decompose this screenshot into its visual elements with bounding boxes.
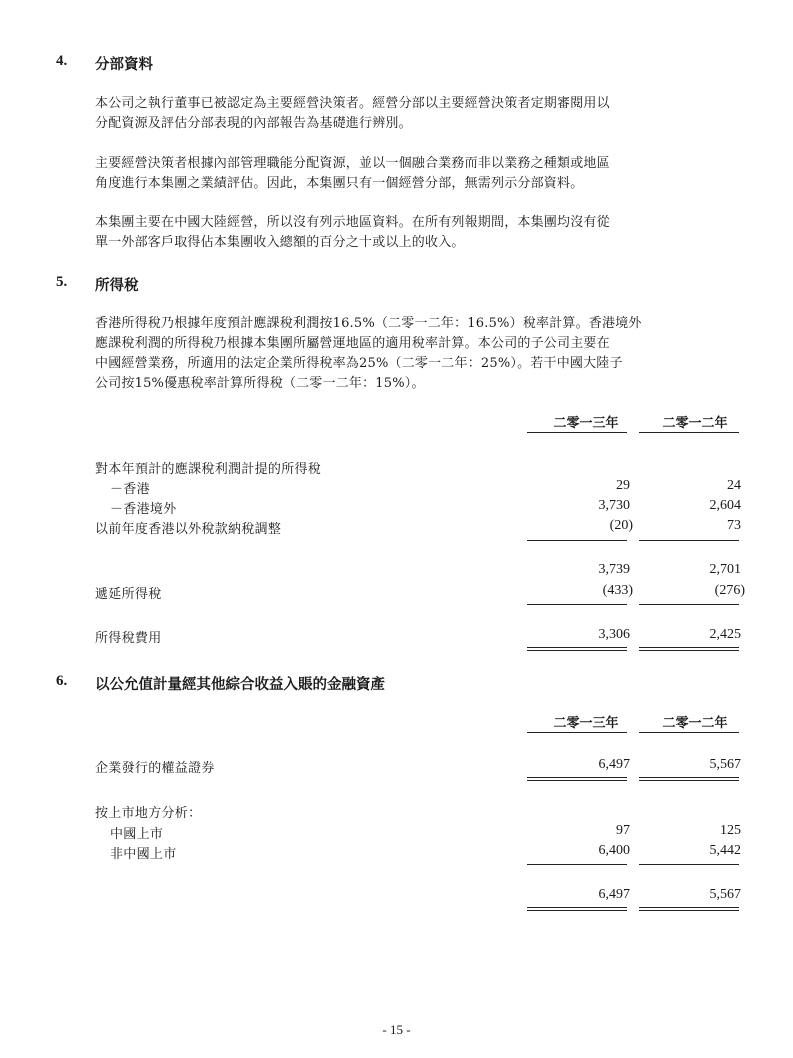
value-tax-expense-2012: 2,425 bbox=[709, 627, 741, 642]
text-line: 本公司之執行董事已被認定為主要經營決策者。經營分部以主要經營決策者定期審閱用以 bbox=[95, 96, 610, 111]
value-tax-expense-2013: 3,306 bbox=[598, 627, 630, 642]
section-4-number: 4. bbox=[56, 53, 68, 69]
row-label-current-tax: 對本年預計的應課稅利潤計提的所得稅 bbox=[95, 462, 322, 477]
row-label-prior-year-adjustment: 以前年度香港以外稅款納稅調整 bbox=[95, 522, 282, 537]
double-underline bbox=[639, 777, 739, 781]
section-5-number: 5. bbox=[56, 274, 68, 290]
value-outside-2013: 3,730 bbox=[598, 498, 630, 513]
header-underline bbox=[639, 432, 739, 433]
text-line: 中國經營業務，所適用的法定企業所得稅率為25%（二零一二年：25%）。若干中國大陸子 bbox=[95, 356, 623, 371]
section-4-paragraph-2 bbox=[95, 154, 745, 194]
row-label-income-tax-expense: 所得稅費用 bbox=[95, 631, 162, 646]
row-label-equity-securities: 企業發行的權益證券 bbox=[95, 761, 215, 776]
double-underline bbox=[639, 647, 739, 651]
value-nonchina-2012: 5,442 bbox=[709, 843, 741, 858]
row-label-deferred-tax: 遞延所得稅 bbox=[95, 587, 162, 602]
total-rule bbox=[527, 604, 627, 605]
value-equity-2012: 5,567 bbox=[709, 757, 741, 772]
value-adjustment-2012: 73 bbox=[727, 518, 741, 533]
text-line: 應課稅利潤的所得稅乃根據本集團所屬營運地區的適用稅率計算。本公司的子公司主要在 bbox=[95, 336, 610, 351]
section-4-title: 分部資料 bbox=[95, 57, 153, 73]
row-label-outside-hong-kong: －香港境外 bbox=[110, 502, 177, 517]
section-6-title: 以公允值計量經其他綜合收益入賬的金融資產 bbox=[95, 677, 385, 693]
double-underline bbox=[527, 777, 627, 781]
section-5-title: 所得稅 bbox=[95, 278, 139, 294]
value-hk-2012: 24 bbox=[727, 478, 741, 493]
header-underline bbox=[639, 732, 739, 733]
header-underline bbox=[527, 432, 627, 433]
text-line: 本集團主要在中國大陸經營，所以沒有列示地區資料。在所有列報期間，本集團均沒有從 bbox=[95, 215, 610, 230]
value-hk-2013: 29 bbox=[616, 478, 630, 493]
value-subtotal-2012: 2,701 bbox=[709, 562, 741, 577]
subtotal-rule bbox=[527, 540, 627, 541]
value-equity-2013: 6,497 bbox=[598, 757, 630, 772]
row-label-listed-china: 中國上市 bbox=[110, 827, 164, 842]
total-rule bbox=[527, 864, 627, 865]
page-number: - 15 - bbox=[382, 1022, 411, 1037]
value-total-2013: 6,497 bbox=[598, 887, 630, 902]
value-china-2012: 125 bbox=[720, 823, 741, 838]
section-4-paragraph-1 bbox=[95, 94, 745, 134]
row-label-listed-outside-china: 非中國上市 bbox=[110, 847, 177, 862]
value-china-2013: 97 bbox=[616, 823, 630, 838]
row-label-analysis-by-listing: 按上市地方分析： bbox=[95, 806, 202, 821]
value-nonchina-2013: 6,400 bbox=[598, 843, 630, 858]
section-6-number: 6. bbox=[56, 673, 68, 689]
text-line: 香港所得稅乃根據年度預計應課稅利潤按16.5%（二零一二年：16.5%）稅率計算。香港境外 bbox=[95, 316, 642, 331]
column-header-2012: 二零一二年 bbox=[662, 416, 728, 431]
double-underline bbox=[639, 907, 739, 911]
double-underline bbox=[527, 907, 627, 911]
section-4-paragraph-3 bbox=[95, 213, 745, 253]
column-header-2013: 二零一三年 bbox=[553, 716, 619, 731]
value-adjustment-2013: (20) bbox=[609, 518, 633, 533]
subtotal-rule bbox=[639, 540, 739, 541]
column-header-2013: 二零一三年 bbox=[553, 416, 619, 431]
header-underline bbox=[527, 732, 627, 733]
text-line: 主要經營決策者根據內部管理職能分配資源，並以一個融合業務而非以業務之種類或地區 bbox=[95, 156, 610, 171]
double-underline bbox=[527, 647, 627, 651]
text-line: 公司按15%優惠稅率計算所得稅（二零一二年：15%）。 bbox=[95, 376, 425, 391]
total-rule bbox=[639, 604, 739, 605]
value-deferred-2013: (433) bbox=[602, 583, 633, 598]
column-header-2012: 二零一二年 bbox=[662, 716, 728, 731]
text-line: 角度進行本集團之業績評估。因此，本集團只有一個經營分部，無需列示分部資料。 bbox=[95, 176, 584, 191]
section-5-paragraph bbox=[95, 314, 745, 394]
value-outside-2012: 2,604 bbox=[709, 498, 741, 513]
value-subtotal-2013: 3,739 bbox=[598, 562, 630, 577]
text-line: 分配資源及評估分部表現的內部報告為基礎進行辨別。 bbox=[95, 116, 412, 131]
text-line: 單一外部客戶取得佔本集團收入總額的百分之十或以上的收入。 bbox=[95, 235, 465, 250]
value-deferred-2012: (276) bbox=[714, 583, 745, 598]
row-label-hong-kong: －香港 bbox=[110, 482, 150, 497]
total-rule bbox=[639, 864, 739, 865]
value-total-2012: 5,567 bbox=[709, 887, 741, 902]
